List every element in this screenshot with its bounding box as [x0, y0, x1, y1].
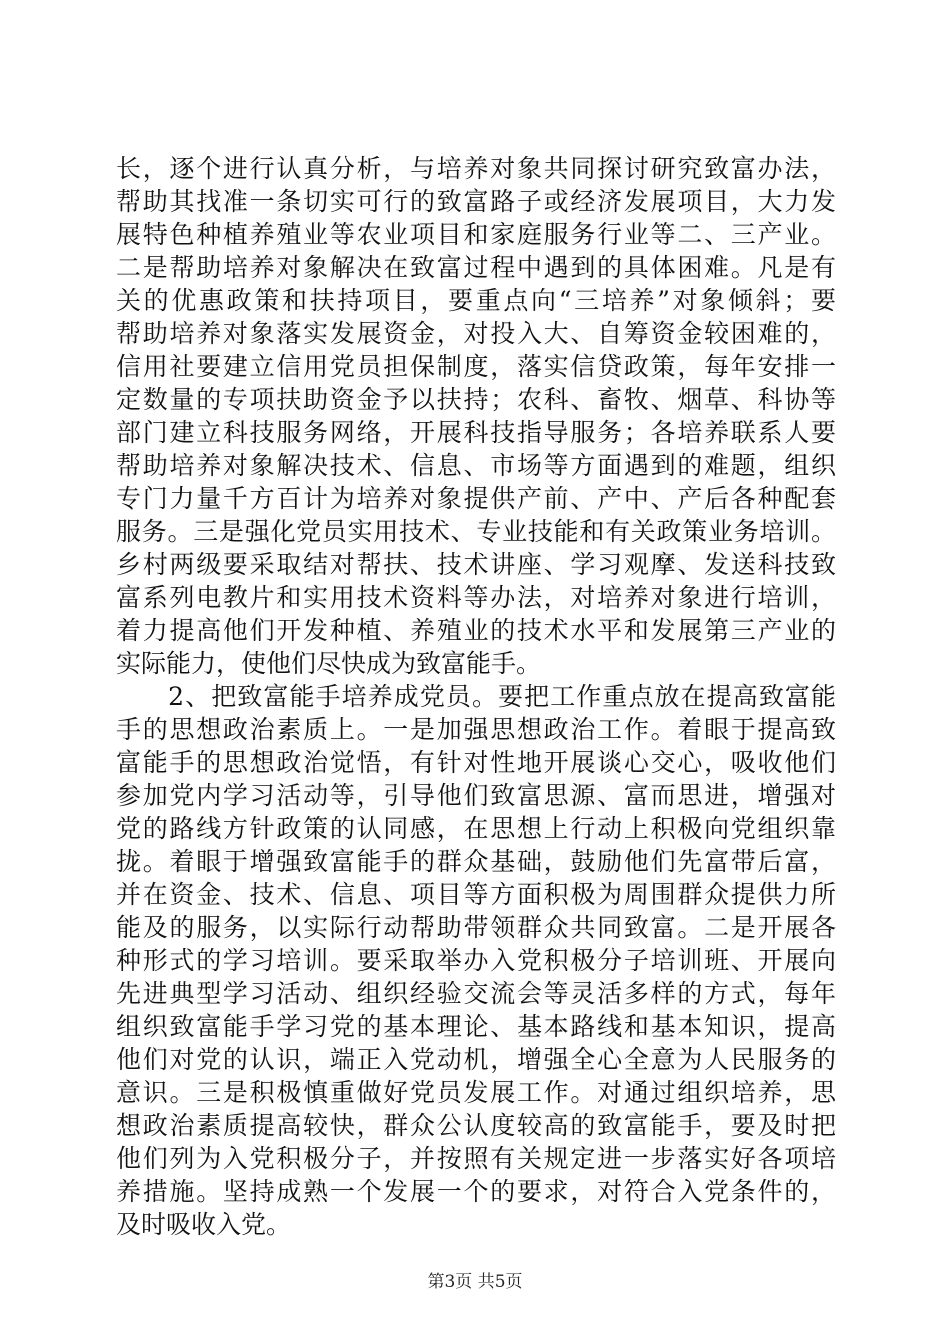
- text-line: 手的思想政治素质上。一是加强思想政治工作。着眼于提高致: [116, 715, 836, 744]
- text-line: 富系列电教片和实用技术资料等办法，对培养对象进行培训，: [116, 583, 836, 612]
- text-line: 帮助培养对象落实发展资金，对投入大、自筹资金较困难的，: [116, 319, 836, 348]
- paragraph-end-line: 实际能力，使他们尽快成为致富能手。: [116, 649, 542, 678]
- text-line: 种形式的学习培训。要采取举办入党积极分子培训班、开展向: [116, 946, 836, 975]
- text-line: 乡村两级要采取结对帮扶、技术讲座、学习观摩、发送科技致: [116, 550, 836, 579]
- text-line: 专门力量千方百计为培养对象提供产前、产中、产后各种配套: [116, 484, 836, 513]
- text-line: 党的路线方针政策的认同感，在思想上行动上积极向党组织靠: [116, 814, 836, 843]
- text-line: 先进典型学习活动、组织经验交流会等灵活多样的方式，每年: [116, 979, 836, 1008]
- text-line: 组织致富能手学习党的基本理论、基本路线和基本知识，提高: [116, 1012, 836, 1041]
- paragraph-end-line: 及时吸收入党。: [116, 1210, 292, 1239]
- text-line: 能及的服务，以实际行动帮助带领群众共同致富。二是开展各: [116, 913, 836, 942]
- text-line: 定数量的专项扶助资金予以扶持；农科、畜牧、烟草、科协等: [116, 385, 836, 414]
- text-line: 二是帮助培养对象解决在致富过程中遇到的具体困难。凡是有: [116, 253, 836, 282]
- text-line: 他们对党的认识，端正入党动机，增强全心全意为人民服务的: [116, 1045, 836, 1074]
- text-line: 并在资金、技术、信息、项目等方面积极为周围群众提供力所: [116, 880, 836, 909]
- page-number: 第3页 共5页: [427, 1272, 523, 1292]
- text-line: 帮助培养对象解决技术、信息、市场等方面遇到的难题，组织: [116, 451, 836, 480]
- text-line: 拢。着眼于增强致富能手的群众基础，鼓励他们先富带后富，: [116, 847, 836, 876]
- text-line: 养措施。坚持成熟一个发展一个的要求，对符合入党条件的，: [116, 1177, 836, 1206]
- text-line: 想政治素质提高较快，群众公认度较高的致富能手，要及时把: [116, 1111, 836, 1140]
- text-line: 意识。三是积极慎重做好党员发展工作。对通过组织培养，思: [116, 1078, 836, 1107]
- text-line: 展特色种植养殖业等农业项目和家庭服务行业等二、三产业。: [116, 220, 836, 249]
- text-line: 信用社要建立信用党员担保制度，落实信贷政策，每年安排一: [116, 352, 836, 381]
- text-line: 服务。三是强化党员实用技术、专业技能和有关政策业务培训。: [116, 517, 836, 546]
- text-line: 帮助其找准一条切实可行的致富路子或经济发展项目，大力发: [116, 187, 836, 216]
- text-line: 关的优惠政策和扶持项目，要重点向“三培养”对象倾斜；要: [116, 286, 836, 315]
- text-line: 富能手的思想政治觉悟，有针对性地开展谈心交心，吸收他们: [116, 748, 836, 777]
- text-line: 长，逐个进行认真分析，与培养对象共同探讨研究致富办法，: [116, 154, 836, 183]
- text-line: 他们列为入党积极分子，并按照有关规定进一步落实好各项培: [116, 1144, 836, 1173]
- section-heading-line: 2、把致富能手培养成党员。要把工作重点放在提高致富能: [116, 682, 836, 711]
- text-line: 部门建立科技服务网络，开展科技指导服务；各培养联系人要: [116, 418, 836, 447]
- text-line: 着力提高他们开发种植、养殖业的技术水平和发展第三产业的: [116, 616, 836, 645]
- page-footer: [0, 1270, 950, 1294]
- text-line: 参加党内学习活动等，引导他们致富思源、富而思进，增强对: [116, 781, 836, 810]
- document-body: [116, 152, 836, 1241]
